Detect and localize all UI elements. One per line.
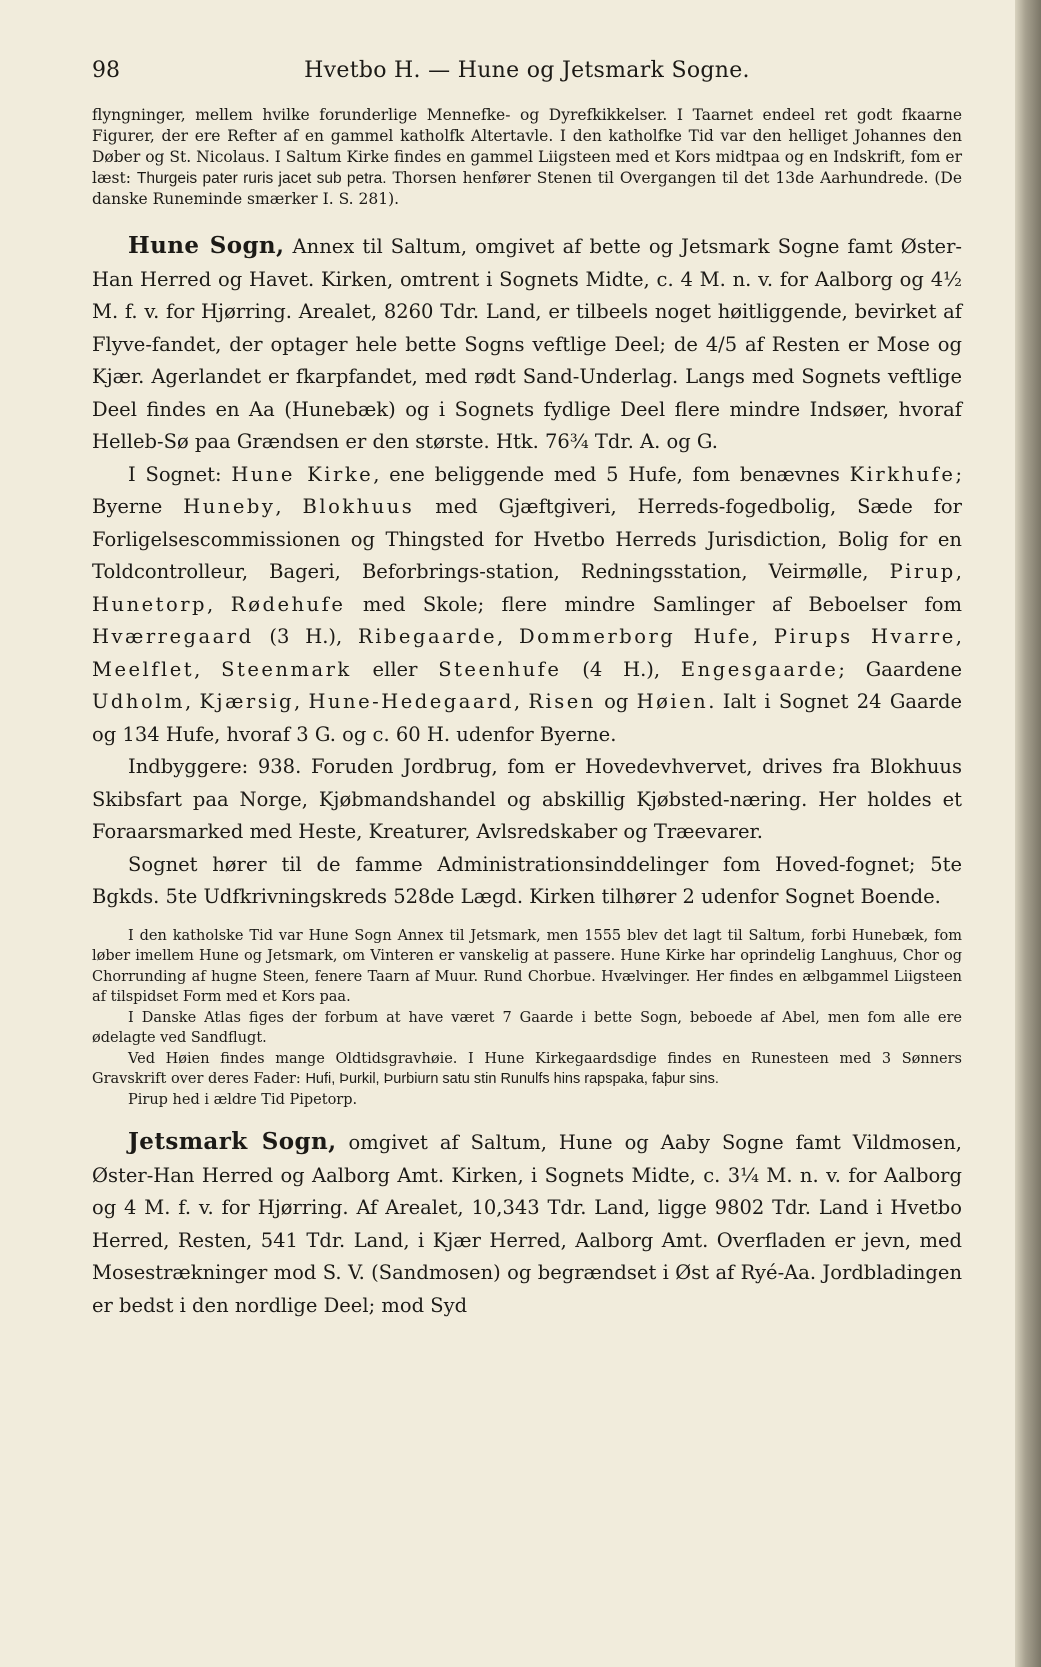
note-continuation [92,105,962,210]
place-name: Hune Kirke [231,462,374,486]
text-segment: , [293,690,309,713]
text-segment: ; Gaardene [838,657,962,681]
footnote: I den katholske Tid var Hune Sogn Annex til Jetsmark, men 1555 blev det lagt til Saltum, forbi Hunebæk, fom løber imellem Hune og Jetsmark, om Vinteren er vanskelig at passere. Hune Kirke har oprindelig Langhuus, Chor og Chorrunding af hugne Steen, fenere Taarn af Muur. Rund Chorbue. Hvælvinger. Her findes en ælbgammel Liigsteen af tilspidset Form med et Kors paa. [92,927,962,1005]
place-name: Hunetorp [92,592,208,616]
place-name: Kirkhufe [849,462,956,486]
text-segment: I Sognet: [128,462,232,486]
text-segment: , [184,690,200,713]
text-segment: , [955,560,962,583]
place-name: Høien [636,690,709,713]
text-segment: , [207,592,231,616]
footnote-text: Ved Høien findes mange Oldtidsgravhøie. I Hune Kirkegaardsdige findes en Runesteen med 3 Sønners Gravskrift over deres Fader: [92,1050,962,1087]
footnote: Pirup hed i ældre Tid Pipetorp. [128,1091,358,1108]
jetsmark-heading: Jetsmark Sogn, [128,1128,337,1155]
hune-places-paragraph [92,459,962,752]
place-name: Pirups Hvarre [773,625,956,648]
page-number: 98 [92,58,120,83]
place-name: Rødehufe [230,592,346,616]
text-segment: ; Byerne [92,462,963,518]
jetsmark-paragraph [92,1126,962,1322]
runic-inscription: Hufi, Þurkil, Þurbiurn satu stin Runulfs hins rapspaka, faþur sins. [305,1071,719,1087]
place-name: Steenhufe [438,657,562,681]
text-segment: og [595,690,637,713]
hune-heading: Hune Sogn, [128,232,285,259]
text-segment: , ene beliggende med 5 Hufe, fom benævnes [373,462,850,486]
place-name: Udholm [92,690,185,713]
note-text: flyngninger, mellem hvilke forunderlige Mennefke- og Dyrefkikkelser. I Taarnet endeel ret godt fkaarne Figurer, der ere Refter af en gammel katholfk Altertavle. I den katholfke Tid var den helliget Johannes den Døber og St. Nicolaus. I Saltum Kirke findes en gammel Liigsteen med et Kors midtpaa og en Indskrift, fom er læst: [92,106,962,187]
place-name: Ribegaarde [358,625,498,648]
text-segment: , [513,690,529,713]
place-name: Huneby [183,495,276,518]
place-name: Meelflet [92,657,195,681]
text-segment: , [275,495,303,518]
place-name: Engesgaarde [680,657,839,681]
hune-intro-text: Annex til Saltum, omgivet af bette og Jetsmark Sogne famt Øster-Han Herred og Havet. Kirken, omtrent i Sognets Midte, c. 4 M. n. v. for Aalborg og 4½ M. f. v. for Hjørring. Arealet, 8260 Tdr. Land, er tilbeels noget høitliggende, bevirket af Flyve-fandet, der optager hele bette Sogns veftlige Deel; de 4/5 af Resten er Mose og Kjær. Agerlandet er fkarpfandet, med rødt Sand-Underlag. Langs med Sognets veftlige Deel findes en Aa (Hunebæk) og i Sognets fydlige Deel flere mindre Indsøer, hvoraf Helleb-Sø paa Grændsen er den største. Htk. 76¾ Tdr. A. og G. [92,235,963,453]
text-segment: (3 H.), [253,625,359,648]
jetsmark-text: omgivet af Saltum, Hune og Aaby Sogne famt Vildmosen, Øster-Han Herred og Aalborg Amt. Kirken, i Sognets Midte, c. 3¼ M. n. v. for Aalborg og 4 M. f. v. for Hjørring. Af Arealet, 10,343 Tdr. Land, ligge 9802 Tdr. Land i Hvetbo Herred, Resten, 541 Tdr. Land, i Kjær Herred, Aalborg Amt. Overfladen er jevn, med Mosestrækninger mod S. V. (Sandmosen) og begrændset i Øst af Ryé-Aa. Jordbladingen er bedst i den nordlige Deel; mod Syd [92,1131,962,1317]
text-segment: med Gjæftgiveri, Herreds-fogedbolig, Sæde for Forligelsescommissionen og Thingsted for Hvetbo Herreds Jurisdiction, Bolig for en Toldcontrolleur, Bageri, Beforbrings-station, Redningsstation, Veirmølle, [92,495,962,583]
text-segment: , [751,625,774,648]
hune-intro-paragraph [92,230,962,459]
hune-inhabitants-paragraph: Indbyggere: 938. Foruden Jordbrug, fom er Hovedevhvervet, drives fra Blokhuus Skibsfart paa Norge, Kjøbmandshandel og abskillig Kjøbsted-næring. Her holdes et Foraarsmarked med Heste, Kreaturer, Avlsredskaber og Træevarer. [92,755,962,843]
place-name: Steenmark [221,657,352,681]
text-segment: , [194,657,222,681]
text-segment: med Skole; flere mindre Samlinger af Beboelser fom [345,592,962,616]
page-edge [1015,0,1041,1667]
text-segment: eller [351,657,439,681]
place-name: Blokhuus [302,495,415,518]
place-name: Risen [528,690,596,713]
note-text-end: Thorsen henfører Stenen til Overgangen til det 13de Aarhundrede. (De danske Runeminde smærker I. S. 281). [92,169,962,208]
place-name: Dommerborg Hufe [519,625,752,648]
latin-inscription: Thurgeis pater ruris jacet sub petra. [136,170,387,187]
text-segment: . Ialt i Sognet 24 Gaarde og 134 Hufe, hvoraf 3 G. og c. 60 H. udenfor Byerne. [92,690,963,746]
place-name: Hune-Hedegaard [308,690,514,713]
footnote [92,1049,962,1090]
running-title: Hvetbo H. — Hune og Jetsmark Sogne. [304,58,750,83]
place-name: Pirup [889,560,956,583]
text-segment: , [497,625,520,648]
text-segment: , [955,625,962,648]
place-name: Hværregaard [92,625,254,648]
running-head [92,58,962,83]
hune-administration-paragraph: Sognet hører til de famme Administrationsinddelinger fom Hoved-fognet; 5te Bgkds. 5te Udfkrivningskreds 528de Lægd. Kirken tilhører 2 udenfor Sognet Boende. [92,852,962,908]
book-page [92,58,962,1322]
place-name: Kjærsig [199,690,294,713]
footnotes [92,926,962,1111]
text-segment: (4 H.), [561,657,681,681]
footnote: I Danske Atlas figes der forbum at have været 7 Gaarde i bette Sogn, beboede af Abel, men fom alle ere ødelagte ved Sandflugt. [92,1009,962,1046]
